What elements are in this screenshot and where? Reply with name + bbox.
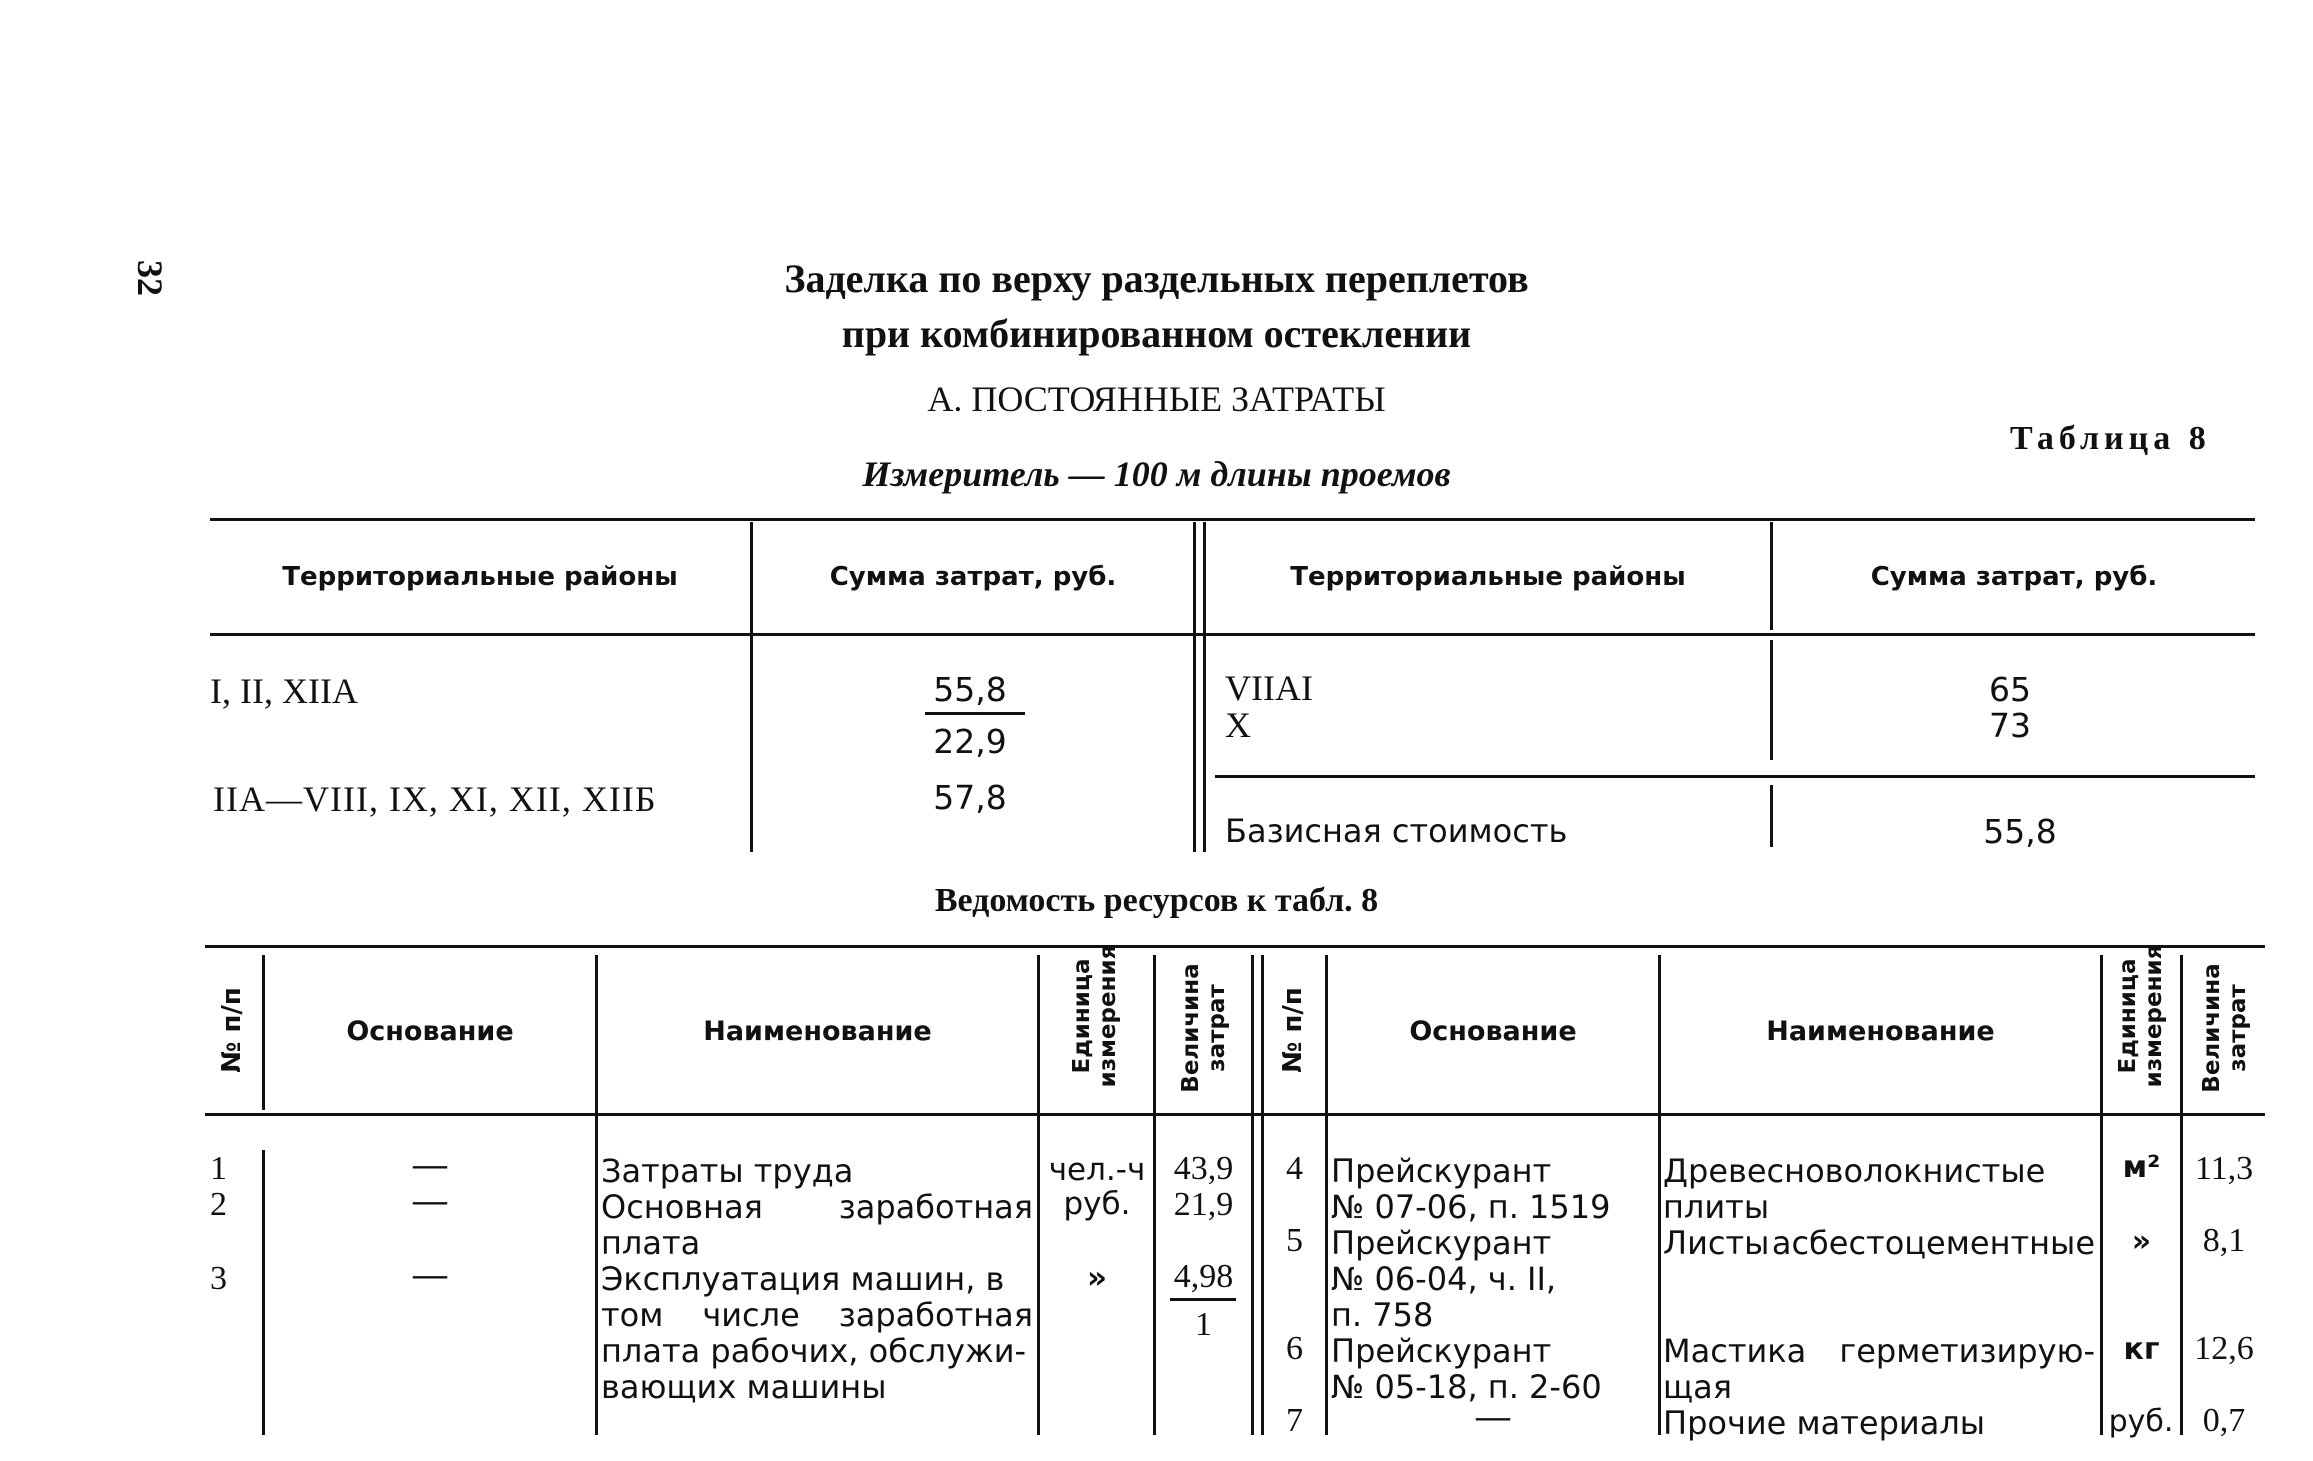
res-header-unit-l2-right: измерения — [2141, 944, 2167, 1088]
res-name-6-line1 — [1663, 1332, 2095, 1370]
res-qty-2: 21,9 — [1173, 1186, 1234, 1223]
res-header-unit-l1-left: Единица — [1069, 958, 1095, 1074]
res-unit-7: руб. — [2108, 1404, 2174, 1439]
res-name-3-word1: том — [601, 1296, 664, 1334]
res-unit-4: м² — [2122, 1150, 2161, 1185]
page-number: 32 — [130, 260, 170, 296]
res-basis-5-line1: Прейскурант — [1331, 1224, 1552, 1262]
cost-header-sum-right: Сумма затрат, руб. — [1870, 562, 2158, 592]
res-name-2-line2: плата — [601, 1224, 701, 1262]
res-qty-7: 0,7 — [2202, 1402, 2246, 1439]
cost-sum-3: 65 — [1989, 670, 2031, 709]
res-name-5-word2: асбестоцементные — [1771, 1224, 2095, 1262]
res-qty-6: 12,6 — [2194, 1330, 2254, 1367]
table-label: Таблица 8 — [2010, 420, 2211, 457]
res-basis-5-line3: п. 758 — [1331, 1296, 1434, 1334]
res-header-qty-l2-right: затрат — [2225, 984, 2251, 1072]
res-name-7: Прочие материалы — [1663, 1404, 1986, 1442]
res-name-3-line3: плата рабочих, обслужи- — [601, 1332, 1027, 1370]
res-num-2: 2 — [210, 1186, 227, 1223]
res-qty-4: 11,3 — [2194, 1150, 2254, 1187]
res-header-unit-l2-left: измерения — [1095, 944, 1121, 1088]
cost-base-value: 55,8 — [1983, 812, 2057, 851]
res-name-2-word1: Основная — [601, 1188, 763, 1226]
res-name-3-line4: вающих машины — [601, 1368, 887, 1406]
res-unit-2: руб. — [1063, 1186, 1131, 1222]
res-header-basis-left: Основание — [346, 1016, 514, 1047]
cost-sum-2: 57,8 — [933, 778, 1007, 817]
res-qty-3-den: 1 — [1195, 1306, 1212, 1343]
res-basis-4-line1: Прейскурант — [1331, 1152, 1552, 1190]
cost-sum-1-den: 22,9 — [933, 722, 1007, 761]
section-heading: А. ПОСТОЯННЫЕ ЗАТРАТЫ — [927, 379, 1386, 419]
res-basis-6-line2: № 05-18, п. 2-60 — [1331, 1368, 1602, 1406]
res-header-qty-l1-right: Величина — [2199, 963, 2225, 1093]
res-basis-5-line2: № 06-04, ч. II, — [1331, 1260, 1557, 1298]
res-name-2-word2: заработная — [838, 1188, 1033, 1226]
cost-header-regions-left: Территориальные районы — [282, 562, 678, 592]
res-name-6-word2: герметизирую- — [1839, 1332, 2095, 1370]
res-header-basis-right: Основание — [1409, 1016, 1577, 1047]
res-num-3: 3 — [210, 1260, 227, 1297]
res-basis-3: — — [413, 1256, 447, 1293]
res-header-name-left: Наименование — [703, 1016, 932, 1047]
res-basis-7: — — [1476, 1398, 1510, 1435]
res-header-qty-l2-left: затрат — [1204, 984, 1230, 1072]
cost-sum-4: 73 — [1989, 706, 2031, 745]
res-qty-5: 8,1 — [2202, 1222, 2246, 1259]
res-name-6-word1: Мастика — [1663, 1332, 1807, 1370]
res-name-3-line1: Эксплуатация машин, в — [601, 1260, 1005, 1298]
res-num-1: 1 — [210, 1150, 227, 1187]
resources-title: Ведомость ресурсов к табл. 8 — [934, 882, 1379, 919]
res-header-num-right: № п/п — [1278, 987, 1308, 1073]
res-qty-1: 43,9 — [1173, 1150, 1234, 1187]
res-name-2-line1 — [601, 1188, 1033, 1226]
res-header-name-right: Наименование — [1766, 1016, 1995, 1047]
cost-header-sum-left: Сумма затрат, руб. — [829, 562, 1117, 592]
res-unit-6: кг — [2123, 1332, 2160, 1367]
res-name-6-line2: щая — [1663, 1368, 1732, 1406]
res-name-3-word2: числе — [702, 1296, 800, 1334]
cost-region-1: I, II, XIIA — [210, 671, 358, 711]
res-basis-4-line2: № 07-06, п. 1519 — [1331, 1188, 1611, 1226]
title-line-2: при комбинированном остеклении — [841, 311, 1472, 356]
cost-sum-1: 55,8 — [933, 670, 1007, 709]
res-basis-2: — — [413, 1182, 447, 1219]
res-name-4-line1: Древесноволокнистые — [1663, 1152, 2046, 1190]
res-num-4: 4 — [1286, 1150, 1303, 1187]
res-unit-1: чел.-ч — [1048, 1152, 1146, 1188]
res-basis-1: — — [413, 1146, 447, 1183]
cost-region-2: IIA—VIII, IX, XI, XII, XIIБ — [213, 779, 657, 819]
res-name-3-line2 — [601, 1296, 1033, 1334]
cost-region-3: VIIAI — [1225, 668, 1313, 708]
res-name-1: Затраты труда — [601, 1152, 854, 1190]
res-unit-3: » — [1086, 1260, 1108, 1296]
cost-region-4: X — [1225, 705, 1251, 745]
res-name-5 — [1663, 1224, 2095, 1262]
res-header-num-left: № п/п — [217, 987, 247, 1073]
res-header-qty-l1-left: Величина — [1178, 963, 1204, 1093]
res-name-5-word1: Листы — [1663, 1224, 1770, 1262]
res-name-4-line2: плиты — [1663, 1188, 1770, 1226]
res-header-unit-l1-right: Единица — [2115, 958, 2141, 1074]
res-name-3-word3: заработная — [838, 1296, 1033, 1334]
res-num-6: 6 — [1286, 1330, 1303, 1367]
cost-header-regions-right: Территориальные районы — [1290, 562, 1686, 592]
res-qty-3: 4,98 — [1173, 1258, 1234, 1295]
res-unit-5: » — [2131, 1224, 2152, 1259]
res-basis-6-line1: Прейскурант — [1331, 1332, 1552, 1370]
res-num-5: 5 — [1286, 1222, 1303, 1259]
title-line-1: Заделка по верху раздельных переплетов — [784, 256, 1529, 301]
measure-caption: Измеритель — 100 м длины проемов — [862, 454, 1451, 494]
res-num-7: 7 — [1286, 1402, 1303, 1439]
cost-base-label: Базисная стоимость — [1225, 812, 1568, 850]
